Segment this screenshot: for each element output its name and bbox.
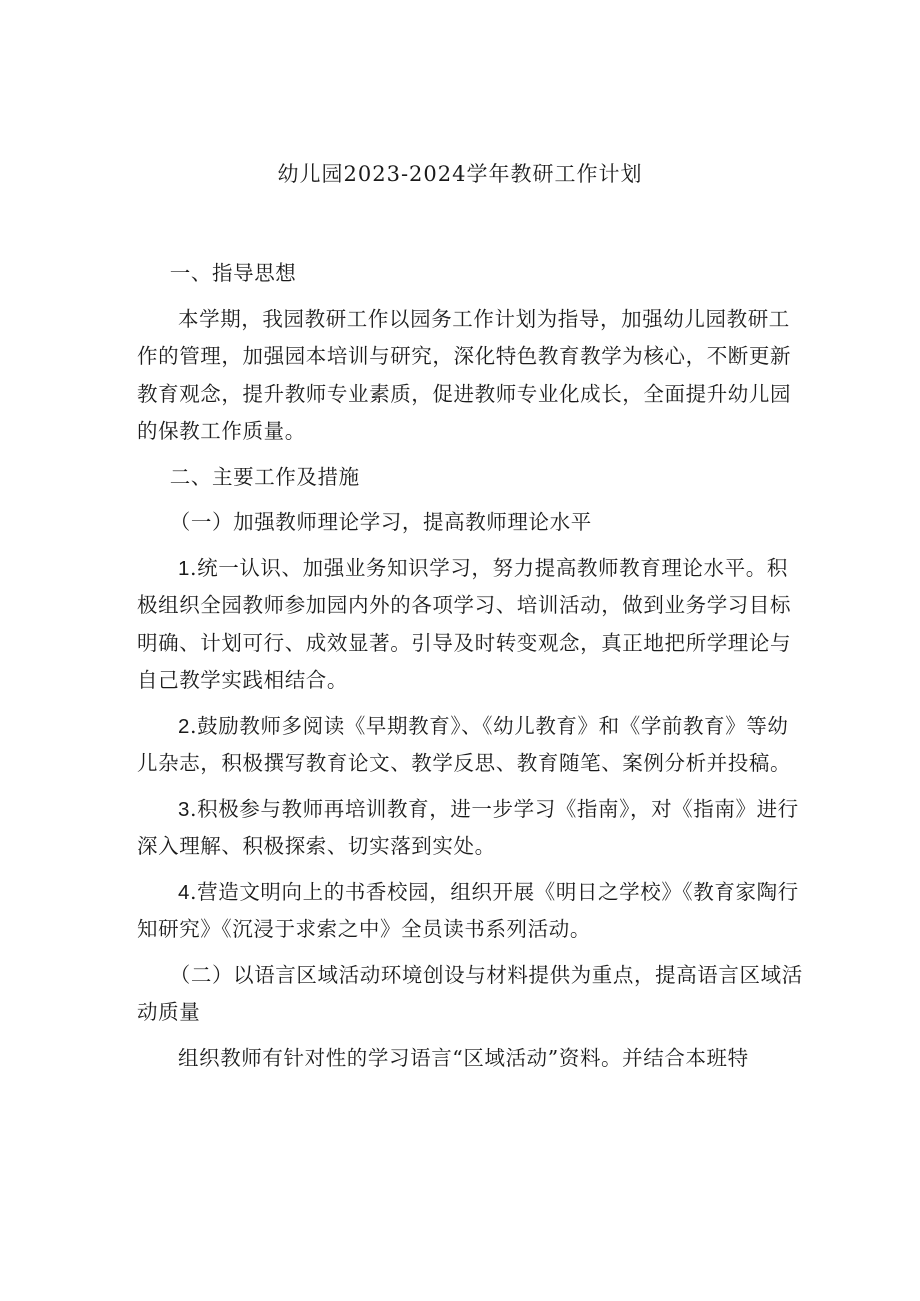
- document-title: 幼儿园2023-2024学年教研工作计划: [277, 162, 643, 186]
- list-item-number: 4: [178, 880, 191, 904]
- list-item-number: 1: [178, 556, 191, 580]
- subsection-heading-theory-study: （一）加强教师理论学习，提高教师理论水平: [169, 510, 592, 534]
- list-item-2: [137, 708, 807, 783]
- list-item-text: .鼓励教师多阅读《早期教育》、《幼儿教育》和《学前教育》等幼儿杂志，积极撰写教育论文、教学反思、教育随笔、案例分析并投稿。: [137, 713, 792, 775]
- list-item-3: [137, 791, 807, 866]
- paragraph-language-area: 组织教师有针对性的学习语言“区域活动”资料。并结合本班特: [178, 1045, 749, 1070]
- list-item-1: [137, 550, 807, 700]
- list-item-text: .积极参与教师再培训教育，进一步学习《指南》，对《指南》进行深入理解、积极探索、切实落到实处。: [137, 796, 799, 858]
- paragraph-guiding-ideology: 本学期，我园教研工作以园务工作计划为指导，加强幼儿园教研工作的管理，加强园本培训与研究，深化特色教育教学为核心，不断更新教育观念，提升教师专业素质，促进教师专业化成长，全面提升幼儿园的保教工作质量。: [137, 306, 792, 443]
- list-item-number: 2: [178, 714, 191, 738]
- section-heading-main-work: 二、主要工作及措施: [169, 464, 360, 489]
- list-item-4: [137, 874, 807, 949]
- list-item-text: .统一认识、加强业务知识学习，努力提高教师教育理论水平。积极组织全园教师参加园内外的各项学习、培训活动，做到业务学习目标明确、计划可行、成效显著。引导及时转变观念，真正地把所学理论与自己教学实践相结合。: [137, 555, 792, 692]
- list-item-text: .营造文明向上的书香校园，组织开展《明日之学校》《教育家陶行知研究》《沉浸于求索之中》全员读书系列活动。: [137, 879, 799, 941]
- list-item-number: 3: [178, 797, 191, 821]
- document-body: [137, 255, 807, 1077]
- subsection-heading-language-area: （二）以语言区域活动环境创设与材料提供为重点，提高语言区域活动质量: [137, 962, 803, 1024]
- section-heading-guiding-ideology: 一、指导思想: [169, 261, 297, 285]
